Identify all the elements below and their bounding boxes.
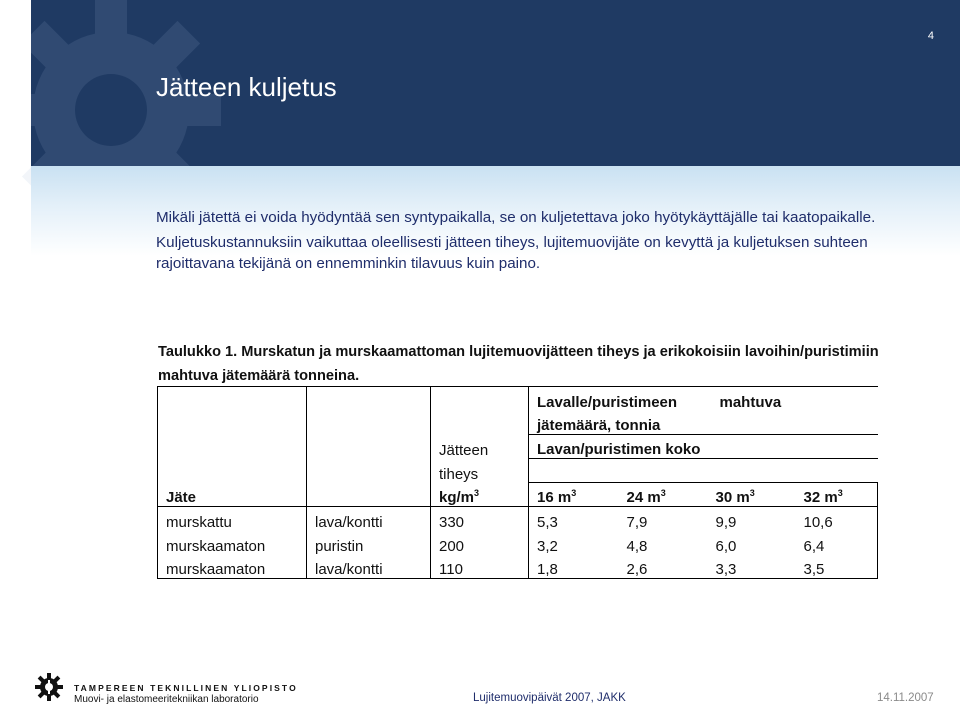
table-caption: Taulukko 1. Murskatun ja murskaamattoman lujitemuovijätteen tiheys ja erikokoisiin lavoihin/puristimiin mahtuva jätemäärä tonneina. [158, 344, 879, 384]
cell-tyyppi: lava/kontti [307, 507, 431, 531]
table-cell [307, 387, 431, 411]
table-cell [307, 411, 431, 435]
table-row [158, 507, 878, 531]
density-header-line1: Jätteen [431, 435, 529, 459]
page-number: 4 [927, 30, 934, 42]
capacity-header-line2: jätemäärä, tonnia [529, 411, 878, 435]
size-32-header: 32 $m^3$ [796, 483, 878, 507]
cell-m32: 6,4 [796, 531, 878, 555]
size-header: Lavan/puristimen koko [529, 435, 878, 459]
table-cell [158, 411, 307, 435]
table-cell [158, 387, 307, 411]
slide-title: Jätteen kuljetus [156, 72, 337, 102]
body-text [156, 207, 916, 278]
table-cell [431, 387, 529, 411]
footer-date: 14.11.2007 [877, 692, 934, 704]
cell-tiheys: 110 [431, 555, 529, 579]
size-24-header: 24 $m^3$ [619, 483, 708, 507]
cell-tiheys: 330 [431, 507, 529, 531]
table-cell [708, 459, 796, 483]
size-16-header: 16 $m^3$ [529, 483, 619, 507]
cell-m30: 3,3 [708, 555, 796, 579]
data-table [157, 386, 878, 579]
cell-m24: 2,6 [619, 555, 708, 579]
cell-m16: 3,2 [529, 531, 619, 555]
table-cell [307, 435, 431, 459]
cell-m16: 5,3 [529, 507, 619, 531]
cell-tyyppi: puristin [307, 531, 431, 555]
table-cell [529, 459, 619, 483]
footer-event: Lujitemuovipäivät 2007, JAKK [473, 692, 626, 704]
cell-m32: 10,6 [796, 507, 878, 531]
table-row [158, 531, 878, 555]
cell-tyyppi: lava/kontti [307, 555, 431, 579]
cell-jate: murskattu [158, 507, 307, 531]
capacity-header-b: mahtuva [708, 387, 878, 411]
capacity-header: Lavalle/puristimeen [529, 387, 708, 411]
cell-tiheys: 200 [431, 531, 529, 555]
cell-m32: 3,5 [796, 555, 878, 579]
header-band [31, 0, 960, 166]
cell-m24: 7,9 [626, 513, 648, 531]
cell-m30: 9,9 [715, 513, 737, 531]
table-row [158, 555, 878, 579]
footer-laboratory: Muovi- ja elastomeeritekniikan laboratorio [74, 694, 259, 705]
cell-m24: 4,8 [626, 537, 648, 555]
cell-m30: 6,0 [715, 537, 737, 555]
table-cell [307, 459, 431, 483]
table-cell [158, 459, 307, 483]
body-paragraph: Mikäli jätettä ei voida hyödyntää sen syntypaikalla, se on kuljetettava joko hyötykäyttäjälle tai kaatopaikalle. [156, 209, 876, 226]
table-cell [796, 459, 878, 483]
table-cell [431, 411, 529, 435]
density-unit-header: $kg/m^3$ [431, 483, 529, 507]
waste-header: Jäte [158, 483, 307, 507]
cell-jate: murskaamaton [158, 555, 307, 579]
density-header-line2: tiheys [431, 459, 529, 483]
cell-jate: murskaamaton [158, 531, 307, 555]
table-cell [307, 483, 431, 507]
table-cell [619, 459, 708, 483]
size-30-header: 30 $m^3$ [708, 483, 796, 507]
cell-m16: 1,8 [529, 555, 619, 579]
table-cell [158, 435, 307, 459]
body-paragraph: Kuljetuskustannuksiin vaikuttaa oleellisesti jätteen tiheys, lujitemuovijäte on kevyttä ja kuljetuksen suhteen rajoittavana tekijänä on ennemminkin tilavuus kuin paino. [156, 233, 868, 272]
footer-university: TAMPEREEN TEKNILLINEN YLIOPISTO [74, 683, 298, 693]
header-left-margin [0, 0, 31, 166]
tut-gear-logo-icon [34, 672, 64, 702]
